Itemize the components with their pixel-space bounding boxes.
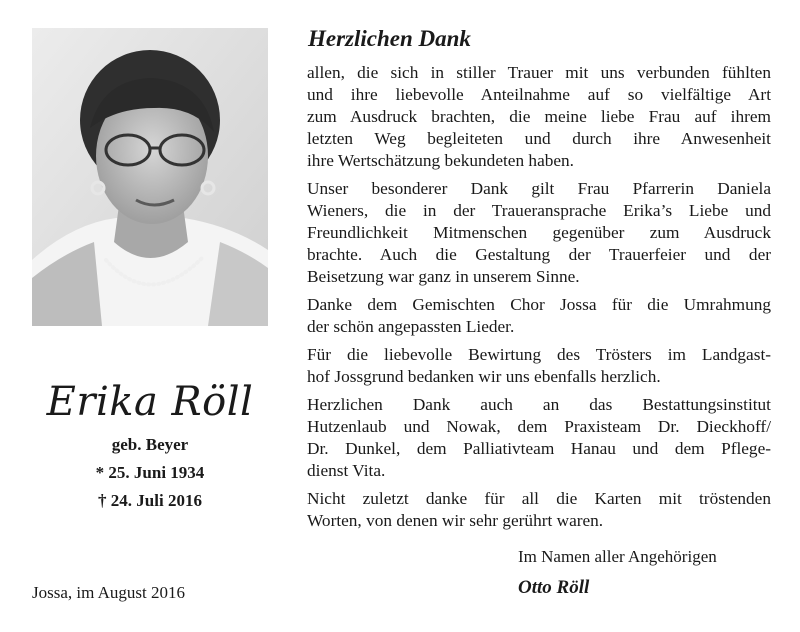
thank-you-text (307, 62, 771, 538)
text-line: Unser besonderer Dank gilt Frau Pfarrerin Daniela (307, 179, 771, 198)
text-line: Worten, von denen wir sehr gerührt waren. (307, 511, 604, 530)
paragraph (307, 294, 771, 338)
text-line: und ihre liebevolle Anteilnahme auf so vielfältige Art (307, 85, 771, 104)
heading: Herzlichen Dank (308, 26, 471, 51)
text-line: dienst Vita. (307, 461, 386, 480)
text-line: Nicht zuletzt danke für all die Karten mit tröstenden (307, 489, 771, 508)
text-line: Freundlichkeit Mitmenschen gegenüber zum Ausdruck (307, 223, 771, 242)
text-line: der schön angepassten Lieder. (307, 317, 515, 336)
text-line: Herzlichen Dank auch an das Bestattungsinstitut (307, 395, 771, 414)
portrait-photo-drawing (32, 28, 268, 326)
text-line: Wieners, die in der Traueransprache Erika’s Liebe und (307, 201, 771, 220)
text-line: Danke dem Gemischten Chor Jossa für die Umrahmung (307, 295, 771, 314)
text-line: Hutzenlaub und Nowak, dem Praxisteam Dr. Dieckhoff/ (307, 417, 771, 436)
text-line: hof Jossgrund bedanken wir uns ebenfalls herzlich. (307, 367, 661, 386)
portrait-photo (32, 28, 268, 326)
text-line: Für die liebevolle Bewirtung des Trösters im Landgast- (307, 345, 771, 364)
deceased-name: Erika Röll (46, 379, 254, 425)
text-line: ihre Wertschätzung bekundeten haben. (307, 151, 575, 170)
text-line: Beisetzung war ganz in unserem Sinne. (307, 267, 580, 286)
text-line: letzten Weg begleiteten und durch ihre Anwesenheit (307, 129, 771, 148)
paragraph (307, 344, 771, 388)
birth-date: * 25. Juni 1934 (95, 463, 205, 482)
text-line: brachte. Auch die Gestaltung der Trauerfeier und der (307, 245, 771, 264)
paragraph (307, 394, 771, 482)
text-line: allen, die sich in stiller Trauer mit uns verbunden fühlten (307, 63, 771, 82)
death-date: † 24. Juli 2016 (98, 491, 202, 510)
text-line: Dr. Dunkel, dem Palliativteam Hanau und dem Pflege- (307, 439, 771, 458)
signature-intro: Im Namen aller Angehörigen (518, 547, 717, 566)
place-and-date: Jossa, im August 2016 (32, 583, 186, 602)
signature-name: Otto Röll (518, 577, 590, 598)
paragraph (307, 488, 771, 532)
paragraph (307, 178, 771, 288)
birth-name: geb. Beyer (111, 435, 189, 454)
paragraph (307, 62, 771, 172)
text-line: zum Ausdruck brachten, die meine liebe Frau auf ihrem (307, 107, 771, 126)
